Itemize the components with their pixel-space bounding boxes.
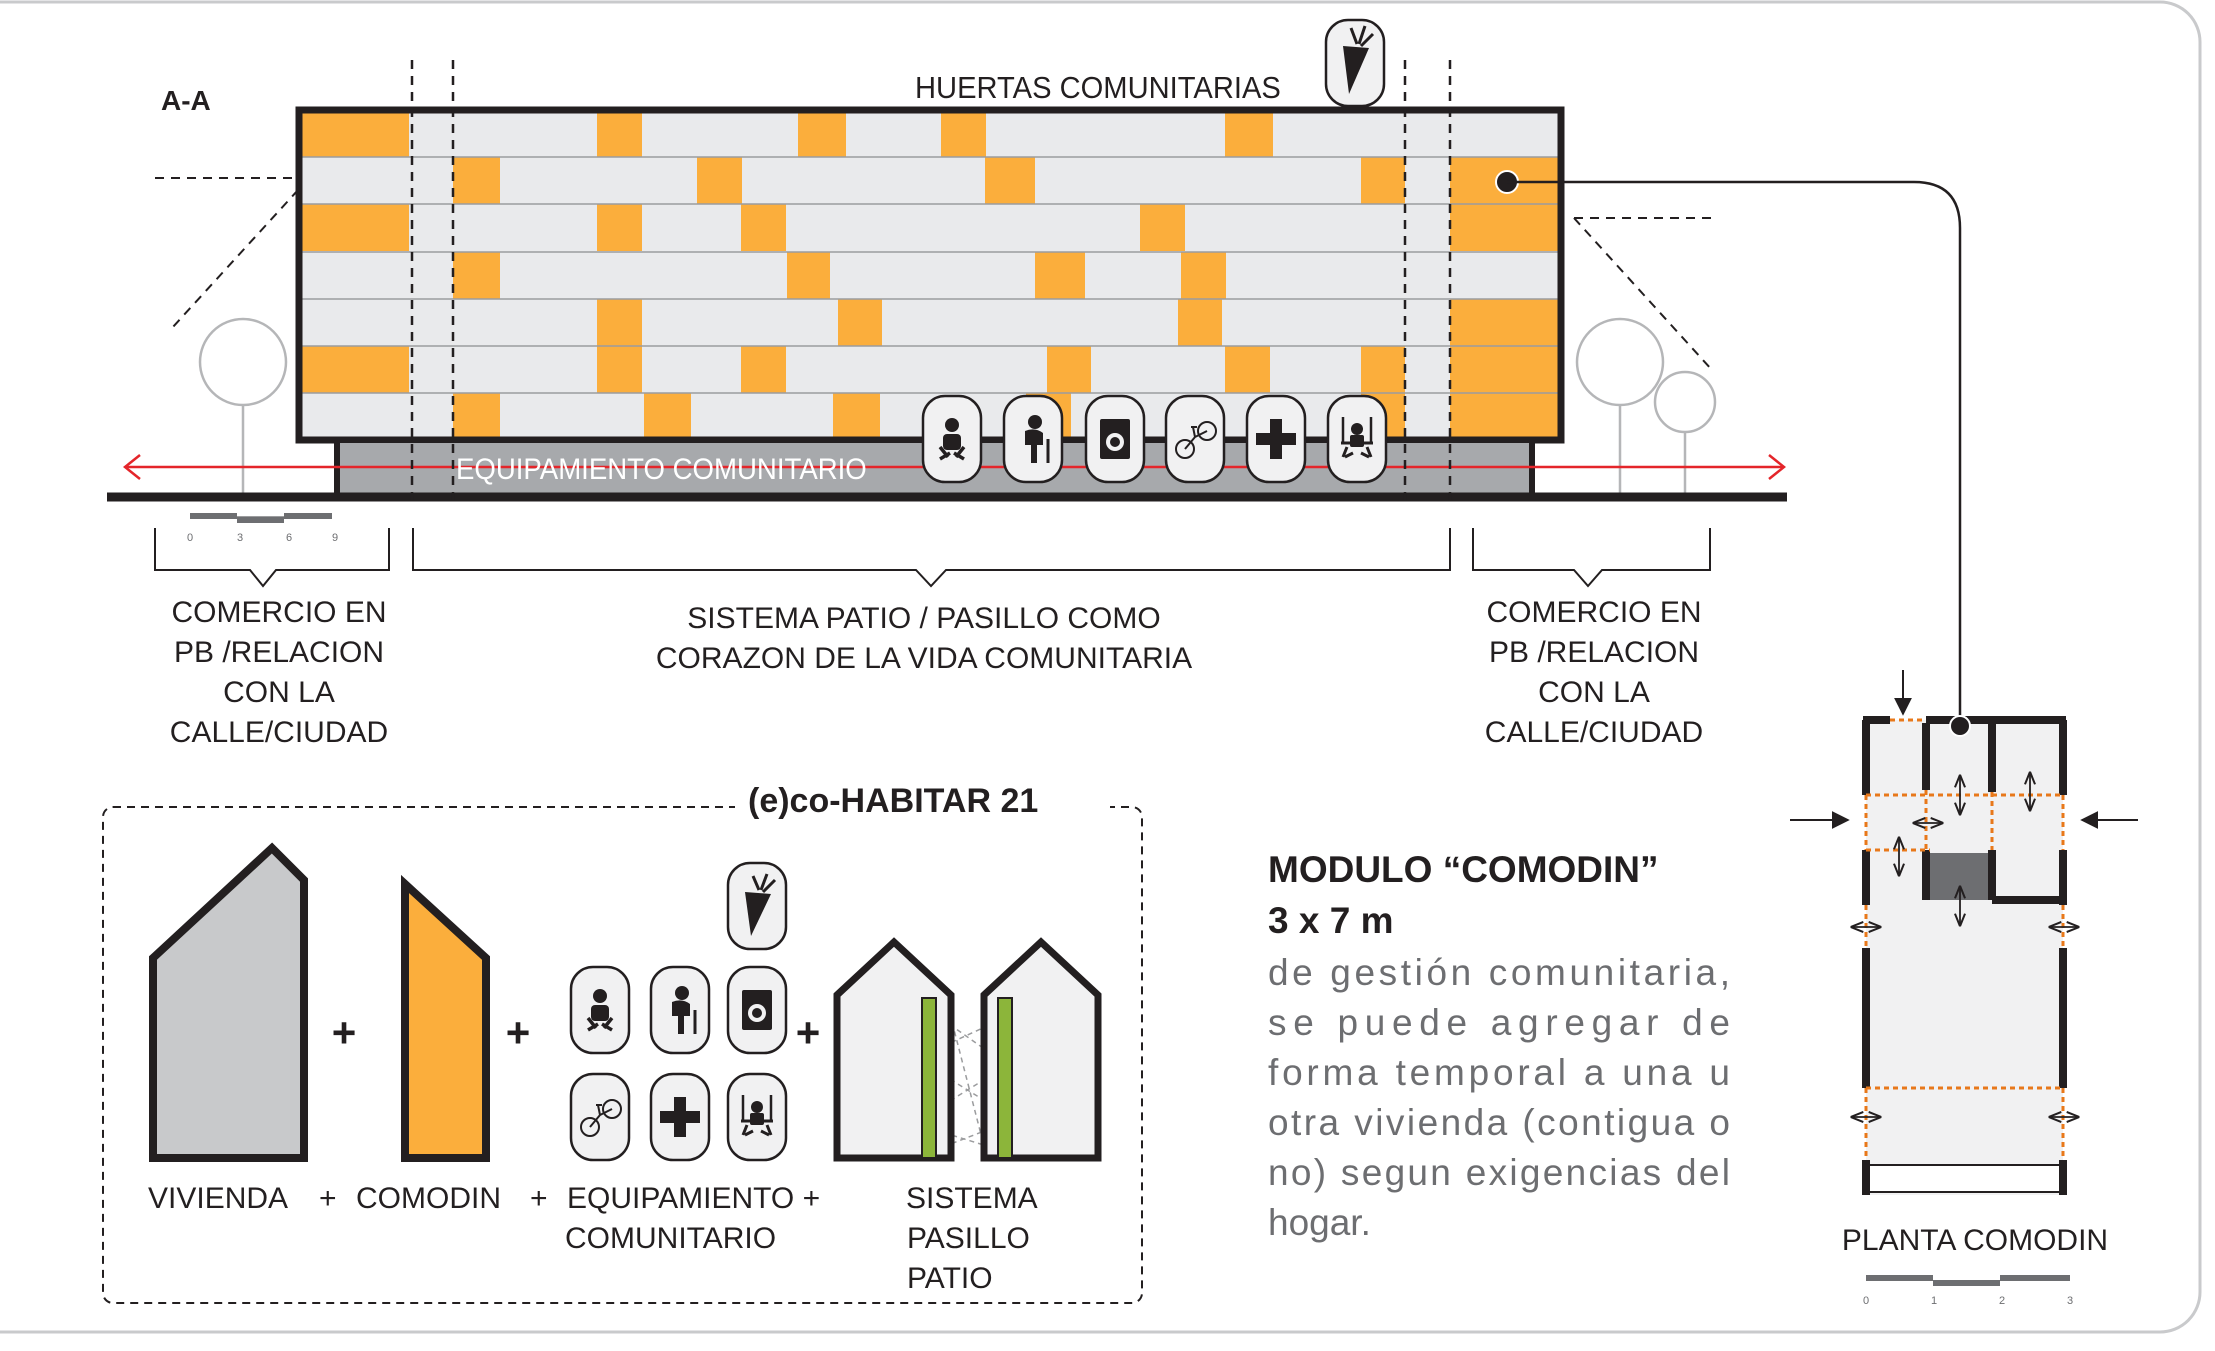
plus-sign: +	[795, 1009, 821, 1056]
note-line: PB /RELACION	[173, 636, 385, 669]
orange-unit	[787, 252, 830, 299]
health-cross-icon	[1247, 396, 1305, 482]
orange-unit	[299, 204, 409, 251]
note-line: COMERCIO EN	[1486, 596, 1702, 629]
orange-unit	[299, 110, 409, 157]
orange-unit	[941, 110, 986, 157]
laundry-icon	[1086, 396, 1144, 482]
concept-labels	[148, 1182, 1038, 1295]
concept-title: (e)co-HABITAR 21	[748, 782, 1039, 820]
playground-swing-icon	[728, 1074, 786, 1160]
orange-unit	[299, 346, 409, 393]
label-sistema: PASILLO	[907, 1222, 1030, 1255]
orange-unit	[453, 393, 500, 440]
orange-unit	[597, 110, 642, 157]
label-plus: +	[530, 1182, 548, 1215]
scale-tick: 2	[1998, 1295, 2006, 1307]
orange-unit	[838, 299, 882, 346]
orange-unit	[1450, 299, 1561, 346]
orange-unit	[453, 252, 500, 299]
bicycle-icon	[1166, 396, 1224, 482]
label-plus: +	[319, 1182, 337, 1215]
right-commerce-note	[1485, 596, 1703, 749]
orange-unit	[597, 299, 642, 346]
gardens-label: HUERTAS COMUNITARIAS	[914, 71, 1281, 106]
orange-unit	[697, 157, 742, 204]
scale-bar-plan	[1863, 1275, 2073, 1307]
note-line: CON LA	[1538, 676, 1650, 709]
orange-unit	[1450, 393, 1561, 440]
module-title: MODULO “COMODIN”	[1268, 849, 1659, 890]
elderly-care-icon	[1004, 396, 1062, 482]
orange-unit	[1178, 299, 1222, 346]
tree-left	[200, 319, 286, 495]
note-line: COMERCIO EN	[171, 596, 387, 629]
playground-swing-icon	[1328, 396, 1386, 482]
orange-unit	[1361, 157, 1405, 204]
orange-unit	[741, 204, 786, 251]
center-system-note	[656, 602, 1192, 675]
child-care-icon	[571, 967, 629, 1053]
patio-system-drawing	[837, 942, 1098, 1158]
carrot-garden-icon	[1326, 20, 1384, 106]
orange-unit	[1035, 252, 1085, 299]
plus-sign: +	[331, 1009, 357, 1056]
orange-unit	[741, 346, 786, 393]
scale-tick: 9	[331, 532, 339, 544]
orange-unit	[833, 393, 880, 440]
scale-bar-main	[187, 513, 338, 544]
elderly-care-icon	[651, 967, 709, 1053]
description-line: otra vivienda (contigua o	[1268, 1102, 1730, 1143]
equipment-band-label: EQUIPAMIENTO COMUNITARIO	[456, 452, 867, 487]
comodin-module	[405, 884, 486, 1158]
building-facade	[299, 110, 1561, 440]
orange-unit	[1450, 346, 1561, 393]
label-comodin: COMODIN	[356, 1182, 501, 1215]
child-care-icon	[923, 396, 981, 482]
laundry-icon	[728, 967, 786, 1053]
description-line: se puede agregar de	[1268, 1002, 1730, 1043]
label-sistema: SISTEMA	[906, 1182, 1038, 1215]
equipment-icon-grid	[571, 863, 786, 1160]
brackets	[155, 528, 1710, 586]
orange-unit	[1140, 204, 1185, 251]
orange-unit	[798, 110, 846, 157]
label-sistema: PATIO	[907, 1262, 993, 1295]
health-cross-icon	[651, 1074, 709, 1160]
scale-tick: 0	[1862, 1295, 1870, 1307]
orange-unit	[1225, 346, 1270, 393]
module-size: 3 x 7 m	[1268, 900, 1394, 941]
bicycle-icon	[571, 1074, 629, 1160]
description-line: de gestión comunitaria,	[1268, 952, 1730, 993]
plan-label: PLANTA COMODIN	[1841, 1224, 2109, 1257]
vivienda-house	[153, 848, 304, 1158]
scale-tick: 3	[2066, 1295, 2074, 1307]
note-line: CON LA	[223, 676, 335, 709]
module-description	[1268, 952, 1730, 1243]
note-line: PB /RELACION	[1488, 636, 1700, 669]
tree-right	[1577, 319, 1715, 495]
label-equipamiento: EQUIPAMIENTO +	[567, 1182, 821, 1215]
note-line: CALLE/CIUDAD	[1484, 716, 1704, 749]
description-line: no) segun exigencias del	[1268, 1152, 1730, 1193]
orange-unit	[985, 157, 1035, 204]
label-equipamiento: COMUNITARIO	[565, 1222, 777, 1255]
plus-sign: +	[505, 1009, 531, 1056]
description-line: hogar.	[1268, 1202, 1371, 1243]
scale-tick: 0	[186, 532, 194, 544]
orange-unit	[1047, 346, 1091, 393]
orange-unit	[1181, 252, 1226, 299]
orange-unit	[1450, 204, 1561, 251]
orange-unit	[453, 157, 500, 204]
scale-tick: 1	[1930, 1295, 1938, 1307]
description-line: forma temporal a una u	[1268, 1052, 1730, 1093]
carrot-garden-icon	[728, 863, 786, 949]
left-commerce-note	[170, 596, 388, 749]
note-line: CORAZON DE LA VIDA COMUNITARIA	[655, 642, 1193, 675]
note-line: CALLE/CIUDAD	[169, 716, 389, 749]
section-label: A-A	[161, 85, 211, 116]
label-vivienda: VIVIENDA	[148, 1182, 289, 1215]
orange-unit	[644, 393, 691, 440]
orange-unit	[1361, 346, 1405, 393]
orange-unit	[1225, 110, 1273, 157]
orange-unit	[597, 346, 642, 393]
plan-comodin	[1790, 670, 2138, 1195]
scale-tick: 3	[236, 532, 244, 544]
scale-tick: 6	[285, 532, 293, 544]
orange-unit	[597, 204, 642, 251]
note-line: SISTEMA PATIO / PASILLO COMO	[687, 602, 1161, 635]
